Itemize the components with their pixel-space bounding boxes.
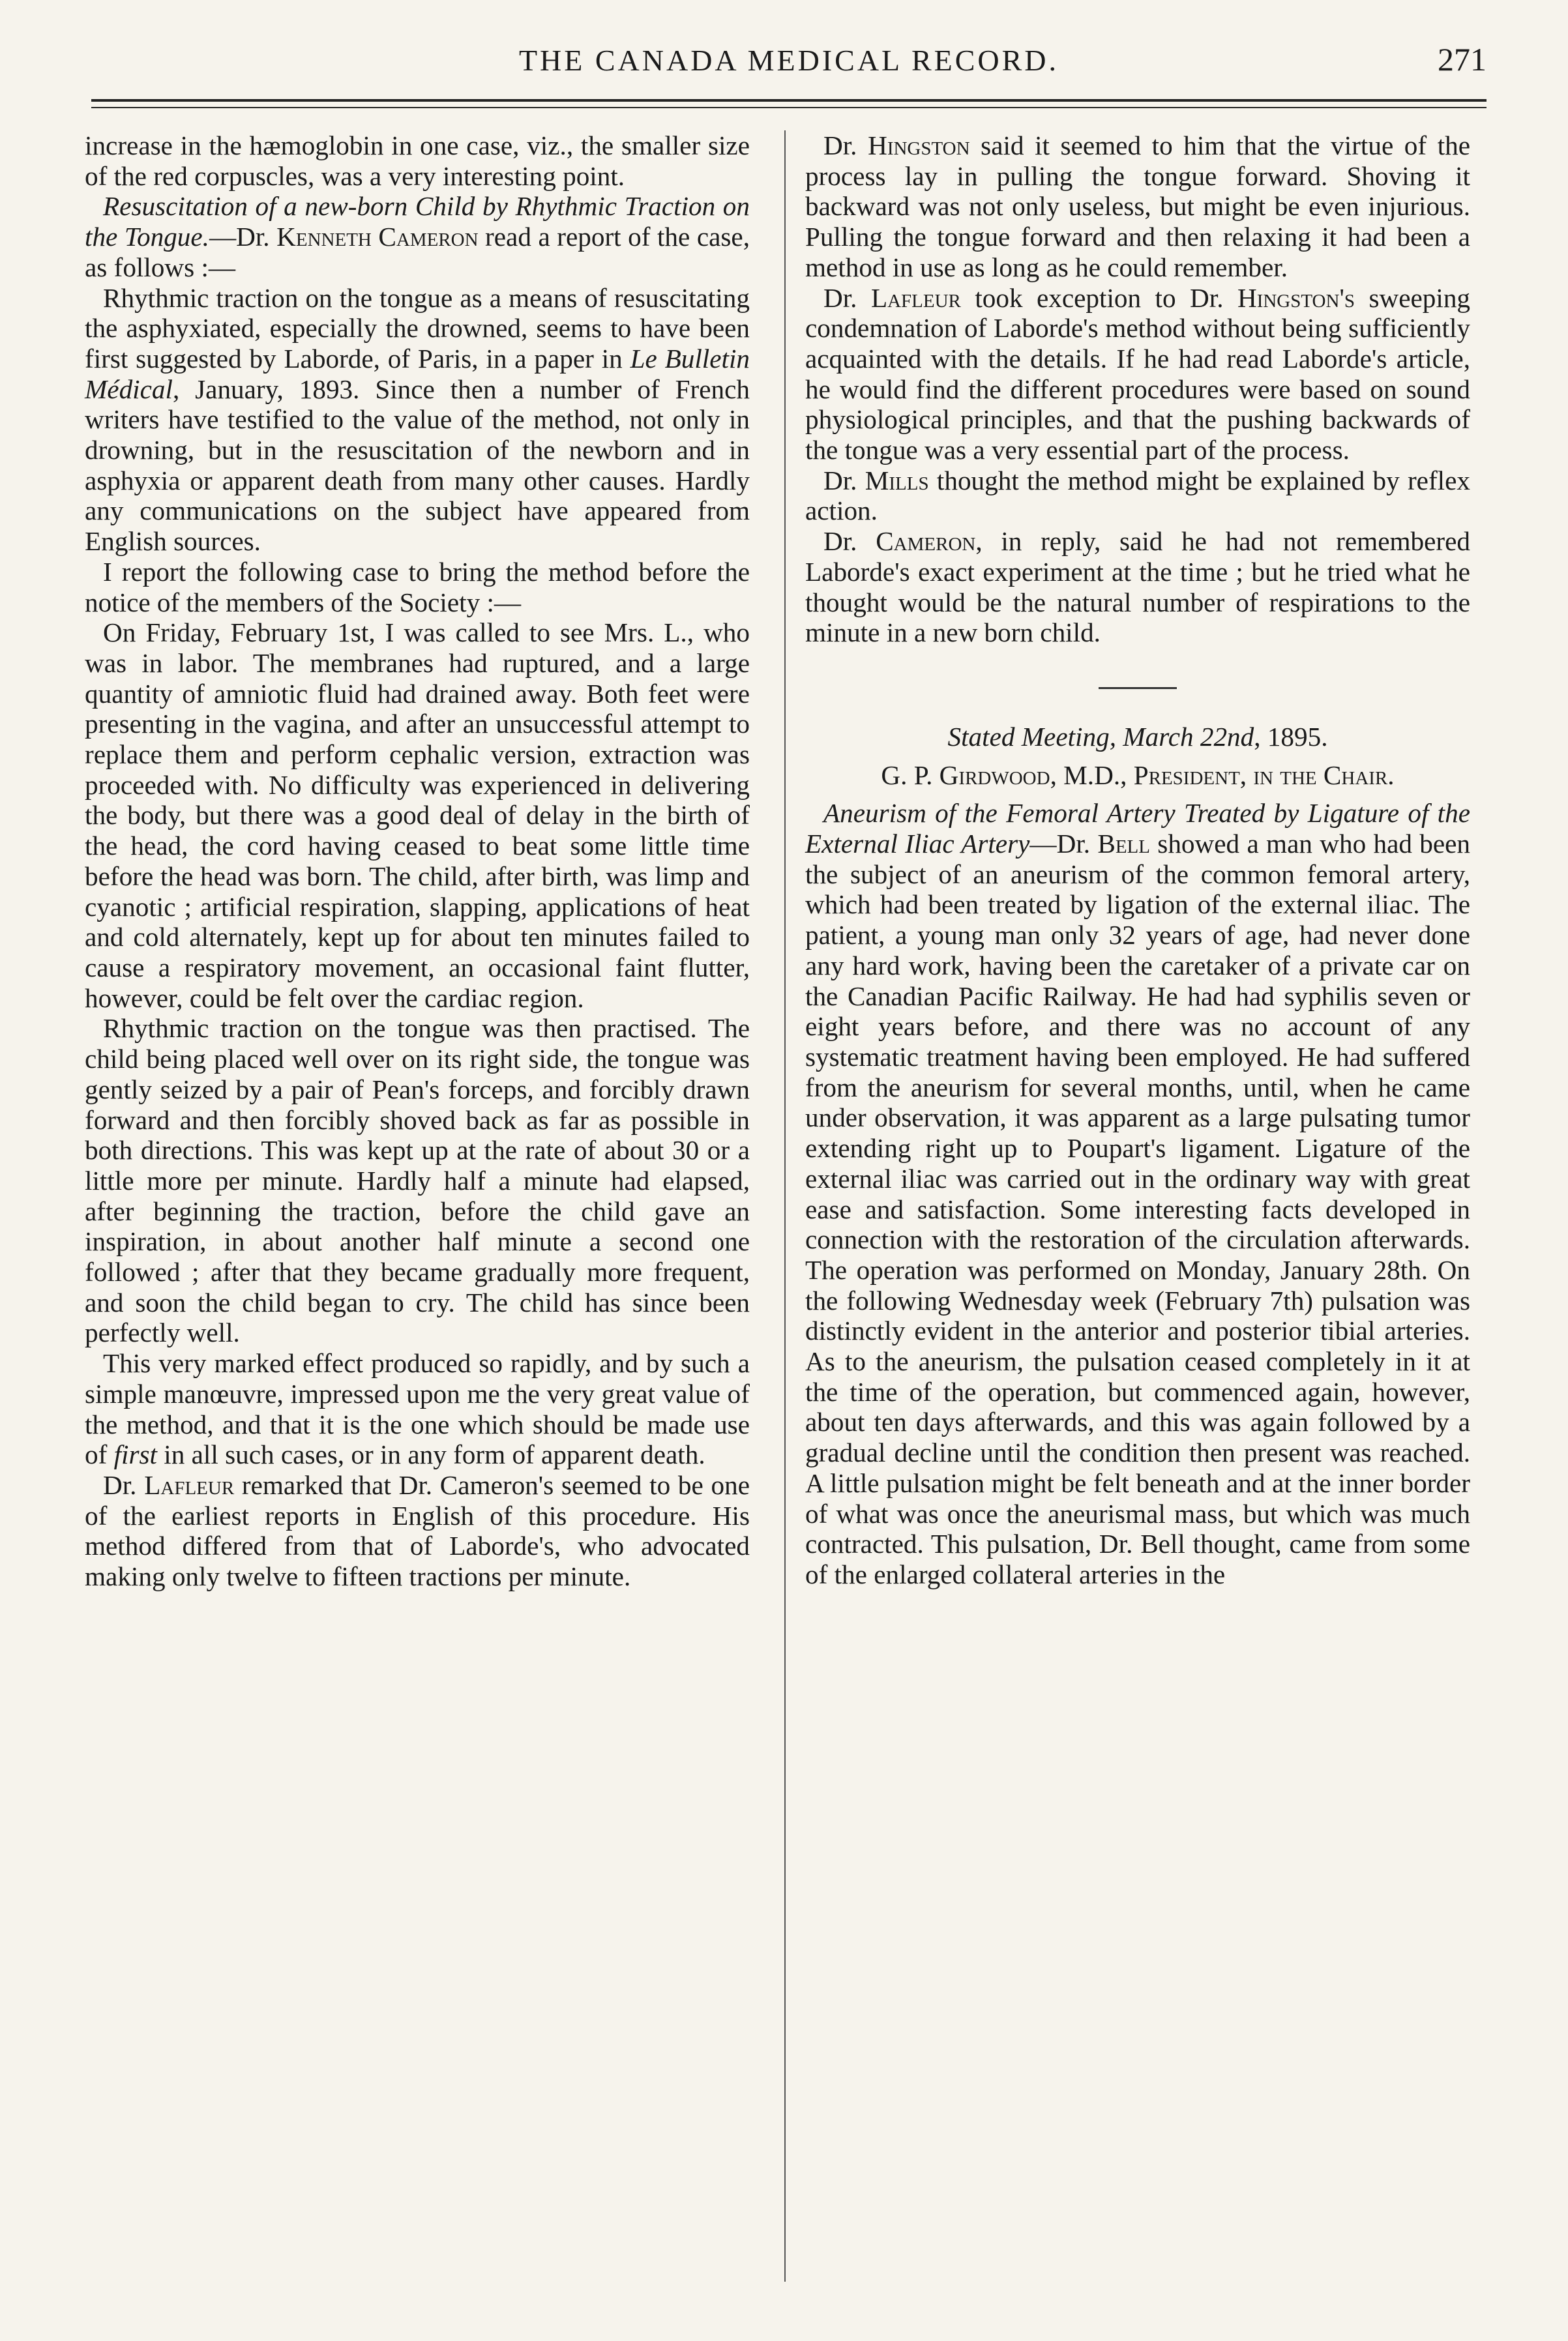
- header-rule-thick: [91, 99, 1487, 102]
- paragraph: Dr. Mills thought the method might be explained by reflex action.: [805, 465, 1470, 526]
- speaker-name: Hingston: [868, 130, 970, 160]
- page-number: 271: [1438, 41, 1487, 78]
- paragraph: This very marked effect produced so rapidly, and by such a simple manœuvre, impressed upon me the very great value of the method, and that it is the one which should be made use of first in all such cases, or in any form of apparent death.: [85, 1348, 750, 1470]
- author-name: Kenneth Cameron: [276, 222, 479, 252]
- paragraph: Resuscitation of a new-born Child by Rhythmic Traction on the Tongue.—Dr. Kenneth Cameron read a report of the case, as follows :—: [85, 191, 750, 282]
- speaker-name: Cameron: [876, 526, 976, 557]
- paragraph: Rhythmic traction on the tongue was then practised. The child being placed well over on its right side, the tongue was gently seized by a pair of Pean's forceps, and forcibly drawn forward and then forcibly shoved back as far as possible in both directions. This was kept up at the rate of about 30 or a little more per minute. Hardly half a minute had elapsed, after beginning the traction, before the child gave an inspiration, in about another half minute a second one followed ; after that they became gradually more frequent, and soon the child began to cry. The child has since been perfectly well.: [85, 1013, 750, 1348]
- paragraph: increase in the hæmoglobin in one case, viz., the smaller size of the red corpuscles, was a very interesting point.: [85, 130, 750, 191]
- paragraph: Dr. Lafleur remarked that Dr. Cameron's seemed to be one of the earliest reports in English of this procedure. His method differed from that of Laborde's, who advocated making only twelve to fifteen tractions per minute.: [85, 1469, 750, 1592]
- speaker-name: Bell: [1097, 829, 1150, 859]
- paragraph: Dr. Hingston said it seemed to him that the virtue of the process lay in pulling the tongue forward. Shoving it backward was not only useless, but might be even injurious. Pulling the tongue forward and then relaxing it had been a method in use as long as he could remember.: [805, 130, 1471, 282]
- speaker-name: Lafleur: [144, 1469, 235, 1500]
- paragraph: Dr. Lafleur took exception to Dr. Hingston's sweeping condemnation of Laborde's method without being sufficiently acquainted with the details. If he had read Laborde's article, he would find the different procedures were based on sound physiological principles, and that the pushing backwards of the tongue was a very essential part of the process.: [805, 282, 1471, 465]
- paragraph: Dr. Cameron, in reply, said he had not remembered Laborde's exact experiment at the time ; but he tried what he thought would be the natural number of respirations to the minute in a new born child.: [805, 526, 1470, 648]
- section-divider: [1099, 687, 1177, 689]
- running-title: THE CANADA MEDICAL RECORD.: [518, 44, 1059, 77]
- paragraph: I report the following case to bring the method before the notice of the members of the Society :—: [85, 556, 750, 617]
- speaker-name: Mills: [865, 465, 929, 495]
- emphasis: first: [113, 1439, 157, 1470]
- left-column: [85, 130, 750, 1592]
- chair-line: G. P. Girdwood, M.D., President, in the Chair.: [881, 759, 1395, 790]
- page-header: [91, 39, 1487, 117]
- paragraph: Aneurism of the Femoral Artery Treated by Ligature of the External Iliac Artery—Dr. Bell showed a man who had been the subject of an aneurism of the common femoral artery, which had been treated by ligation of the external iliac. The patient, a young man only 32 years of age, had never done any hard work, having been the caretaker of a private car on the Canadian Pacific Railway. He had had syphilis seven or eight years before, and there was no account of any systematic treatment having been employed. He had suffered from the aneurism for several months, until, when he came under observation, it was apparent as a large pulsating tumor extending right up to Poupart's ligament. Ligature of the external iliac was carried out in the ordinary way with great ease and satisfaction. Some interesting facts developed in connection with the restoration of the circulation afterwards. The operation was performed on Monday, January 28th. On the following Wednesday week (February 7th) pulsation was distinctly evident in the anterior and posterior tibial arteries. As to the aneurism, the pulsation ceased completely in it at the time of the operation, but commenced again, however, about ten days afterwards, and this was again followed by a gradual decline until the condition then present was reached. A little pulsation might be felt beneath and at the inner border of what was once the aneurismal mass, but which was much contracted. This pulsation, Dr. Bell thought, came from some of the enlarged collateral arteries in the: [805, 798, 1471, 1589]
- journal-title: Le Bulletin Médical: [85, 343, 750, 404]
- right-column: [805, 130, 1470, 1590]
- section-title: Aneurism of the Femoral Artery Treated by Ligature of the External Iliac Artery: [805, 798, 1470, 859]
- section-title: Resuscitation of a new-born Child by Rhythmic Traction on the Tongue.: [85, 191, 750, 252]
- meeting-heading: Stated Meeting, March 22nd, 1895.: [947, 721, 1328, 752]
- column-divider: [784, 130, 786, 2282]
- paragraph: On Friday, February 1st, I was called to see Mrs. L., who was in labor. The membranes had ruptured, and a large quantity of amniotic fluid had drained away. Both feet were presenting in the vagina, and after an unsuccessful attempt to replace them and perform cephalic version, extraction was proceeded with. No difficulty was experienced in delivering the body, but there was a good deal of delay in the birth of the head, the cord having ceased to beat some little time before the head was born. The child, after birth, was limp and cyanotic ; artificial respiration, slapping, applications of heat and cold alternately, kept up for about ten minutes failed to cause a respiratory movement, an occasional faint flutter, however, could be felt over the cardiac region.: [85, 617, 750, 1013]
- paragraph: Rhythmic traction on the tongue as a means of resuscitating the asphyxiated, especially the drowned, seems to have been first suggested by Laborde, of Paris, in a paper in Le Bulletin Médical, January, 1893. Since then a number of French writers have testified to the value of the method, not only in drowning, but in the resuscitation of the newborn and in asphyxia or apparent death from many other causes. Hardly any communications on the subject have appeared from English sources.: [85, 282, 750, 557]
- speaker-name: Hingston's: [1237, 282, 1355, 313]
- header-rule-thin: [91, 107, 1487, 108]
- speaker-name: Lafleur: [870, 282, 961, 313]
